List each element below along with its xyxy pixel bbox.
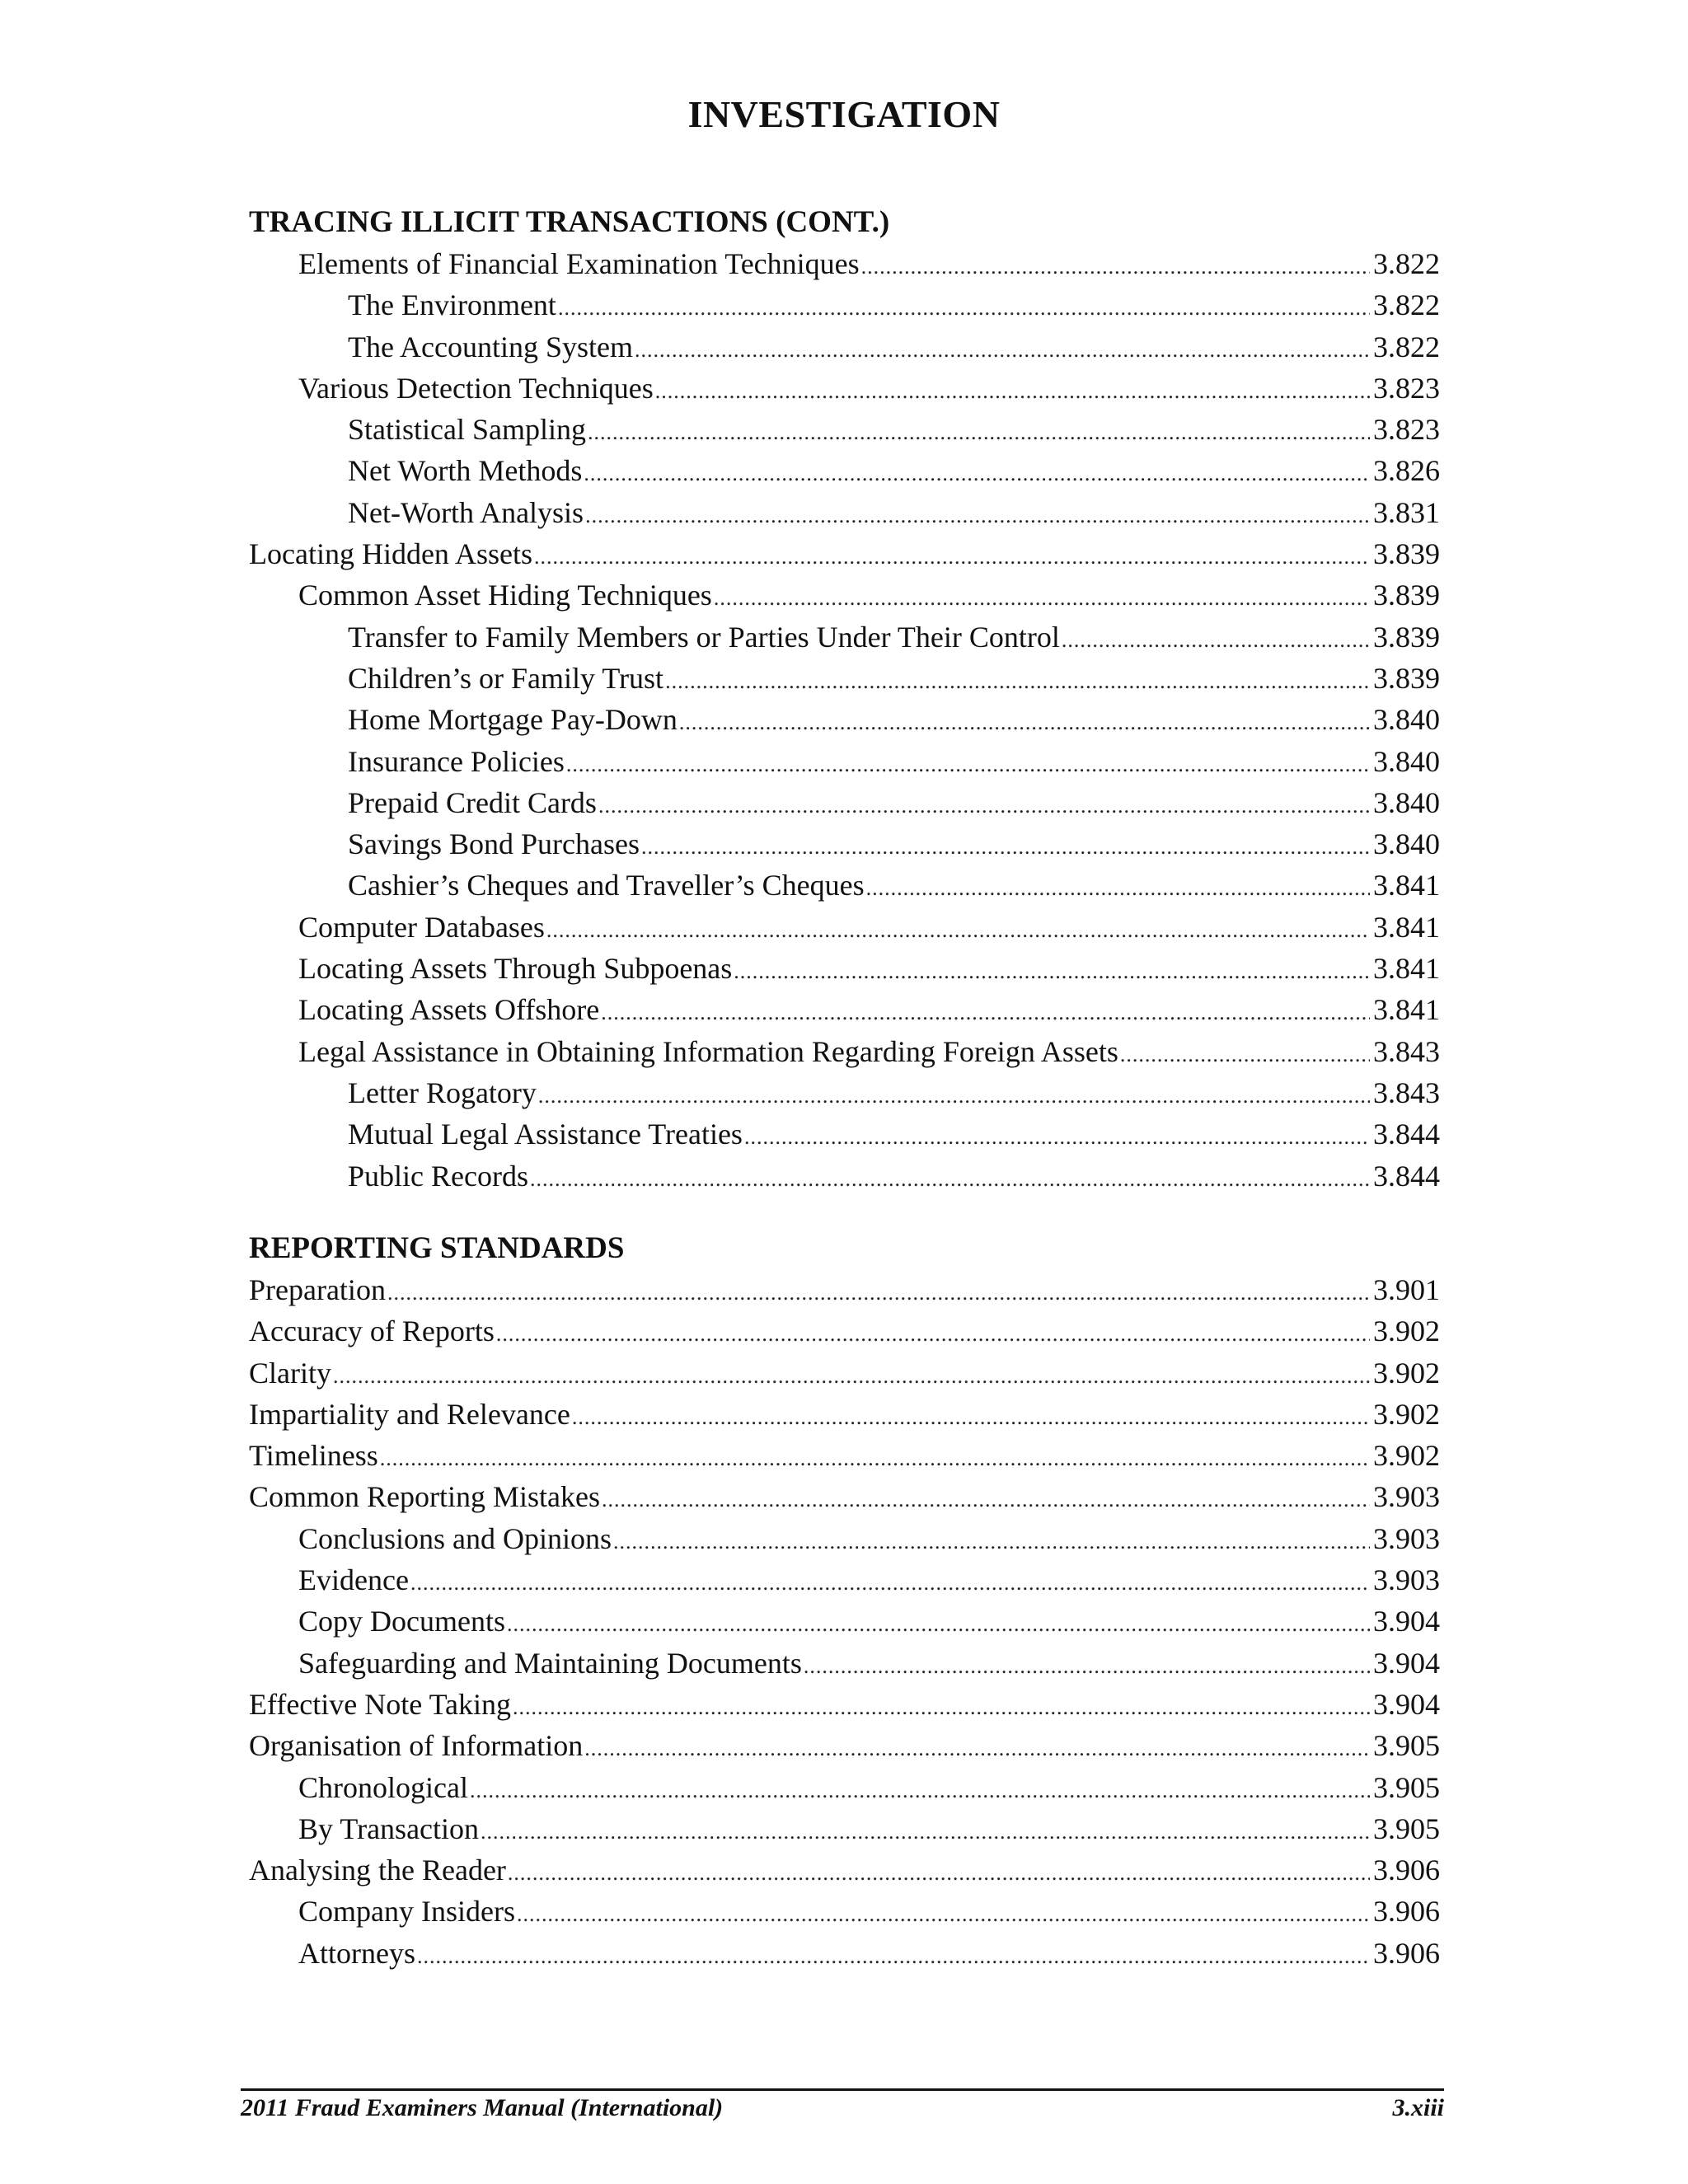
dot-leader <box>481 1811 1370 1853</box>
toc-page-number: 3.903 <box>1373 1563 1440 1597</box>
toc-entry-title: Timeliness <box>249 1439 378 1473</box>
dot-leader <box>517 1894 1370 1935</box>
dot-leader <box>804 1646 1370 1687</box>
toc-entry <box>249 1269 1440 1310</box>
dot-leader <box>861 246 1370 288</box>
toc-entry-title: Organisation of Information <box>249 1729 584 1763</box>
dot-leader <box>734 951 1370 992</box>
dot-leader <box>866 868 1370 909</box>
toc-entry-title: Analysing the Reader <box>249 1854 506 1887</box>
section-heading: TRACING ILLICIT TRANSACTIONS (CONT.) <box>249 205 890 239</box>
toc-entry-title: Mutual Legal Assistance Treaties <box>348 1118 743 1151</box>
toc-entry-title: Home Mortgage Pay-Down <box>348 703 678 737</box>
toc-page-number: 3.903 <box>1373 1521 1440 1555</box>
dot-leader <box>572 1397 1370 1438</box>
toc-page-number: 3.839 <box>1373 579 1440 612</box>
toc-entry <box>249 1808 1440 1849</box>
toc-entry <box>249 1933 1440 1974</box>
toc-entry-title: Locating Hidden Assets <box>249 537 532 571</box>
dot-leader <box>507 1604 1370 1645</box>
dot-leader <box>566 744 1370 785</box>
toc-page-number: 3.902 <box>1373 1356 1440 1390</box>
toc-page-number: 3.841 <box>1373 952 1440 986</box>
toc-entry <box>249 1559 1440 1601</box>
dot-leader <box>470 1770 1370 1811</box>
toc-entry-title: Savings Bond Purchases <box>348 827 640 861</box>
toc-entry <box>249 1113 1440 1155</box>
toc-page-number: 3.905 <box>1373 1770 1440 1804</box>
toc-page-number: 3.902 <box>1373 1315 1440 1348</box>
dot-leader <box>1120 1034 1370 1076</box>
dot-leader <box>714 578 1370 619</box>
toc-entry-title: Net-Worth Analysis <box>348 495 584 529</box>
dot-leader <box>508 1853 1370 1894</box>
toc-page-number: 3.902 <box>1373 1397 1440 1431</box>
toc-list <box>249 1269 1440 1974</box>
toc-entry-title: Elements of Financial Examination Techniques <box>298 247 860 280</box>
dot-leader <box>635 330 1370 371</box>
toc-entry <box>249 409 1440 450</box>
toc-entry-title: Prepaid Credit Cards <box>348 785 597 819</box>
section-tracing-illicit-transactions <box>249 201 1440 1197</box>
toc-entry-title: The Environment <box>348 288 556 322</box>
toc-page-number: 3.839 <box>1373 620 1440 654</box>
toc-entry-title: Children’s or Family Trust <box>348 661 664 695</box>
toc-entry-title: Safeguarding and Maintaining Documents <box>298 1646 802 1680</box>
toc-entry-title: Common Asset Hiding Techniques <box>298 579 712 612</box>
dot-leader <box>655 371 1370 412</box>
toc-entry <box>249 1684 1440 1725</box>
toc-entry-title: Net Worth Methods <box>348 454 583 488</box>
toc-page-number: 3.904 <box>1373 1646 1440 1680</box>
toc-page-number: 3.906 <box>1373 1854 1440 1887</box>
toc-entry-title: Copy Documents <box>298 1605 505 1638</box>
toc-entry <box>249 243 1440 284</box>
dot-leader <box>380 1438 1370 1479</box>
toc-entry <box>249 326 1440 368</box>
toc-page-number: 3.903 <box>1373 1480 1440 1514</box>
dot-leader <box>744 1117 1370 1158</box>
toc-entry-title: Evidence <box>298 1563 409 1597</box>
toc-page-number: 3.844 <box>1373 1159 1440 1193</box>
dot-leader <box>613 1521 1370 1563</box>
footer-page-number: 3.xiii <box>1392 2094 1444 2121</box>
toc-page-number: 3.906 <box>1373 1895 1440 1929</box>
toc-entry <box>249 1767 1440 1808</box>
toc-entry-title: Computer Databases <box>298 910 545 944</box>
toc-entry <box>249 533 1440 574</box>
toc-entry <box>249 450 1440 491</box>
dot-leader <box>546 910 1370 951</box>
toc-entry-title: Effective Note Taking <box>249 1687 512 1721</box>
dot-leader <box>598 785 1370 827</box>
toc-page-number: 3.840 <box>1373 744 1440 778</box>
toc-entry <box>249 1601 1440 1642</box>
toc-entry-title: Cashier’s Cheques and Traveller’s Cheques <box>348 869 865 902</box>
toc-page-number: 3.905 <box>1373 1811 1440 1845</box>
toc-page-number: 3.831 <box>1373 495 1440 529</box>
toc-entry <box>249 616 1440 658</box>
toc-page-number: 3.844 <box>1373 1118 1440 1151</box>
footer-publication-title: 2011 Fraud Examiners Manual (International) <box>241 2094 724 2121</box>
toc-page-number: 3.901 <box>1373 1273 1440 1306</box>
dot-leader <box>585 495 1370 537</box>
toc-entry <box>249 948 1440 989</box>
toc-page-number: 3.823 <box>1373 371 1440 405</box>
dot-leader <box>513 1687 1370 1728</box>
dot-leader <box>538 1076 1370 1117</box>
toc-entry-title: Various Detection Techniques <box>298 371 654 405</box>
toc-entry <box>249 1435 1440 1476</box>
dot-leader <box>558 288 1370 329</box>
toc-entry-title: Conclusions and Opinions <box>298 1521 612 1555</box>
toc-entry-title: Impartiality and Relevance <box>249 1397 570 1431</box>
toc-page-number: 3.840 <box>1373 827 1440 861</box>
toc-page-number: 3.839 <box>1373 661 1440 695</box>
dot-leader <box>584 1728 1370 1769</box>
toc-entry <box>249 658 1440 699</box>
toc-entry <box>249 1725 1440 1766</box>
toc-entry <box>249 1849 1440 1891</box>
toc-entry <box>249 1310 1440 1352</box>
toc-entry-title: Transfer to Family Members or Parties Under Their Control <box>348 620 1060 654</box>
toc-entry <box>249 1031 1440 1072</box>
dot-leader <box>601 992 1370 1033</box>
toc-entry <box>249 989 1440 1030</box>
toc-entry <box>249 865 1440 906</box>
toc-page-number: 3.841 <box>1373 910 1440 944</box>
toc-page-number: 3.906 <box>1373 1936 1440 1970</box>
dot-leader <box>1062 620 1370 661</box>
toc-page-number: 3.841 <box>1373 869 1440 902</box>
toc-entry <box>249 907 1440 948</box>
toc-entry-title: Attorneys <box>298 1936 415 1970</box>
section-reporting-standards <box>249 1227 1440 1974</box>
toc-page-number: 3.826 <box>1373 454 1440 488</box>
toc-entry-title: Locating Assets Through Subpoenas <box>298 952 733 986</box>
toc-page-number: 3.841 <box>1373 993 1440 1027</box>
toc-entry <box>249 1643 1440 1684</box>
dot-leader <box>530 1159 1370 1200</box>
toc-entry <box>249 1518 1440 1559</box>
toc-entry-title: Public Records <box>348 1159 528 1193</box>
toc-page-number: 3.823 <box>1373 413 1440 447</box>
page-title: INVESTIGATION <box>687 93 1001 135</box>
toc-entry-title: Letter Rogatory <box>348 1076 537 1109</box>
toc-entry <box>249 699 1440 740</box>
toc-entry-title: Chronological <box>298 1770 468 1804</box>
toc-entry <box>249 823 1440 865</box>
toc-entry-title: By Transaction <box>298 1811 480 1845</box>
toc-entry <box>249 1072 1440 1113</box>
dot-leader <box>665 661 1370 702</box>
toc-entry-title: Legal Assistance in Obtaining Information Regarding Foreign Assets <box>298 1034 1118 1068</box>
toc-page-number: 3.904 <box>1373 1605 1440 1638</box>
toc-entry <box>249 368 1440 409</box>
toc-page-number: 3.822 <box>1373 288 1440 322</box>
toc-page-number: 3.902 <box>1373 1439 1440 1473</box>
toc-list <box>249 243 1440 1197</box>
toc-entry-title: Accuracy of Reports <box>249 1315 495 1348</box>
page-footer <box>241 2088 1444 2122</box>
section-heading: REPORTING STANDARDS <box>249 1231 625 1265</box>
toc-entry-title: Locating Assets Offshore <box>298 993 600 1027</box>
toc-entry <box>249 284 1440 326</box>
toc-entry <box>249 1891 1440 1932</box>
toc-entry-title: Clarity <box>249 1356 331 1390</box>
dot-leader <box>588 412 1370 453</box>
toc-entry <box>249 741 1440 782</box>
dot-leader <box>410 1563 1370 1604</box>
toc-page-number: 3.905 <box>1373 1729 1440 1763</box>
toc-entry-title: Company Insiders <box>298 1895 515 1929</box>
toc-entry <box>249 492 1440 533</box>
toc-entry-title: Statistical Sampling <box>348 413 586 447</box>
toc-page-number: 3.840 <box>1373 703 1440 737</box>
toc-entry <box>249 1352 1440 1394</box>
toc-entry-title: Insurance Policies <box>348 744 565 778</box>
dot-leader <box>534 537 1370 578</box>
dot-leader <box>333 1356 1370 1397</box>
toc-page-number: 3.843 <box>1373 1076 1440 1109</box>
dot-leader <box>387 1272 1370 1314</box>
toc-page-number: 3.822 <box>1373 247 1440 280</box>
toc-entry-title: Common Reporting Mistakes <box>249 1480 600 1514</box>
toc-page-number: 3.839 <box>1373 537 1440 571</box>
dot-leader <box>496 1314 1370 1355</box>
toc-entry <box>249 574 1440 616</box>
toc-entry <box>249 1155 1440 1197</box>
dot-leader <box>641 827 1370 868</box>
dot-leader <box>602 1479 1370 1521</box>
dot-leader <box>679 702 1370 743</box>
toc-entry-title: Preparation <box>249 1273 386 1306</box>
toc-page-number: 3.822 <box>1373 330 1440 363</box>
toc-page-number: 3.840 <box>1373 785 1440 819</box>
toc-page-number: 3.843 <box>1373 1034 1440 1068</box>
dot-leader <box>584 453 1370 494</box>
dot-leader <box>417 1936 1370 1977</box>
toc-entry <box>249 1476 1440 1517</box>
toc-entry-title: The Accounting System <box>348 330 633 363</box>
toc-entry <box>249 1394 1440 1435</box>
toc-page-number: 3.904 <box>1373 1687 1440 1721</box>
toc-entry <box>249 782 1440 823</box>
